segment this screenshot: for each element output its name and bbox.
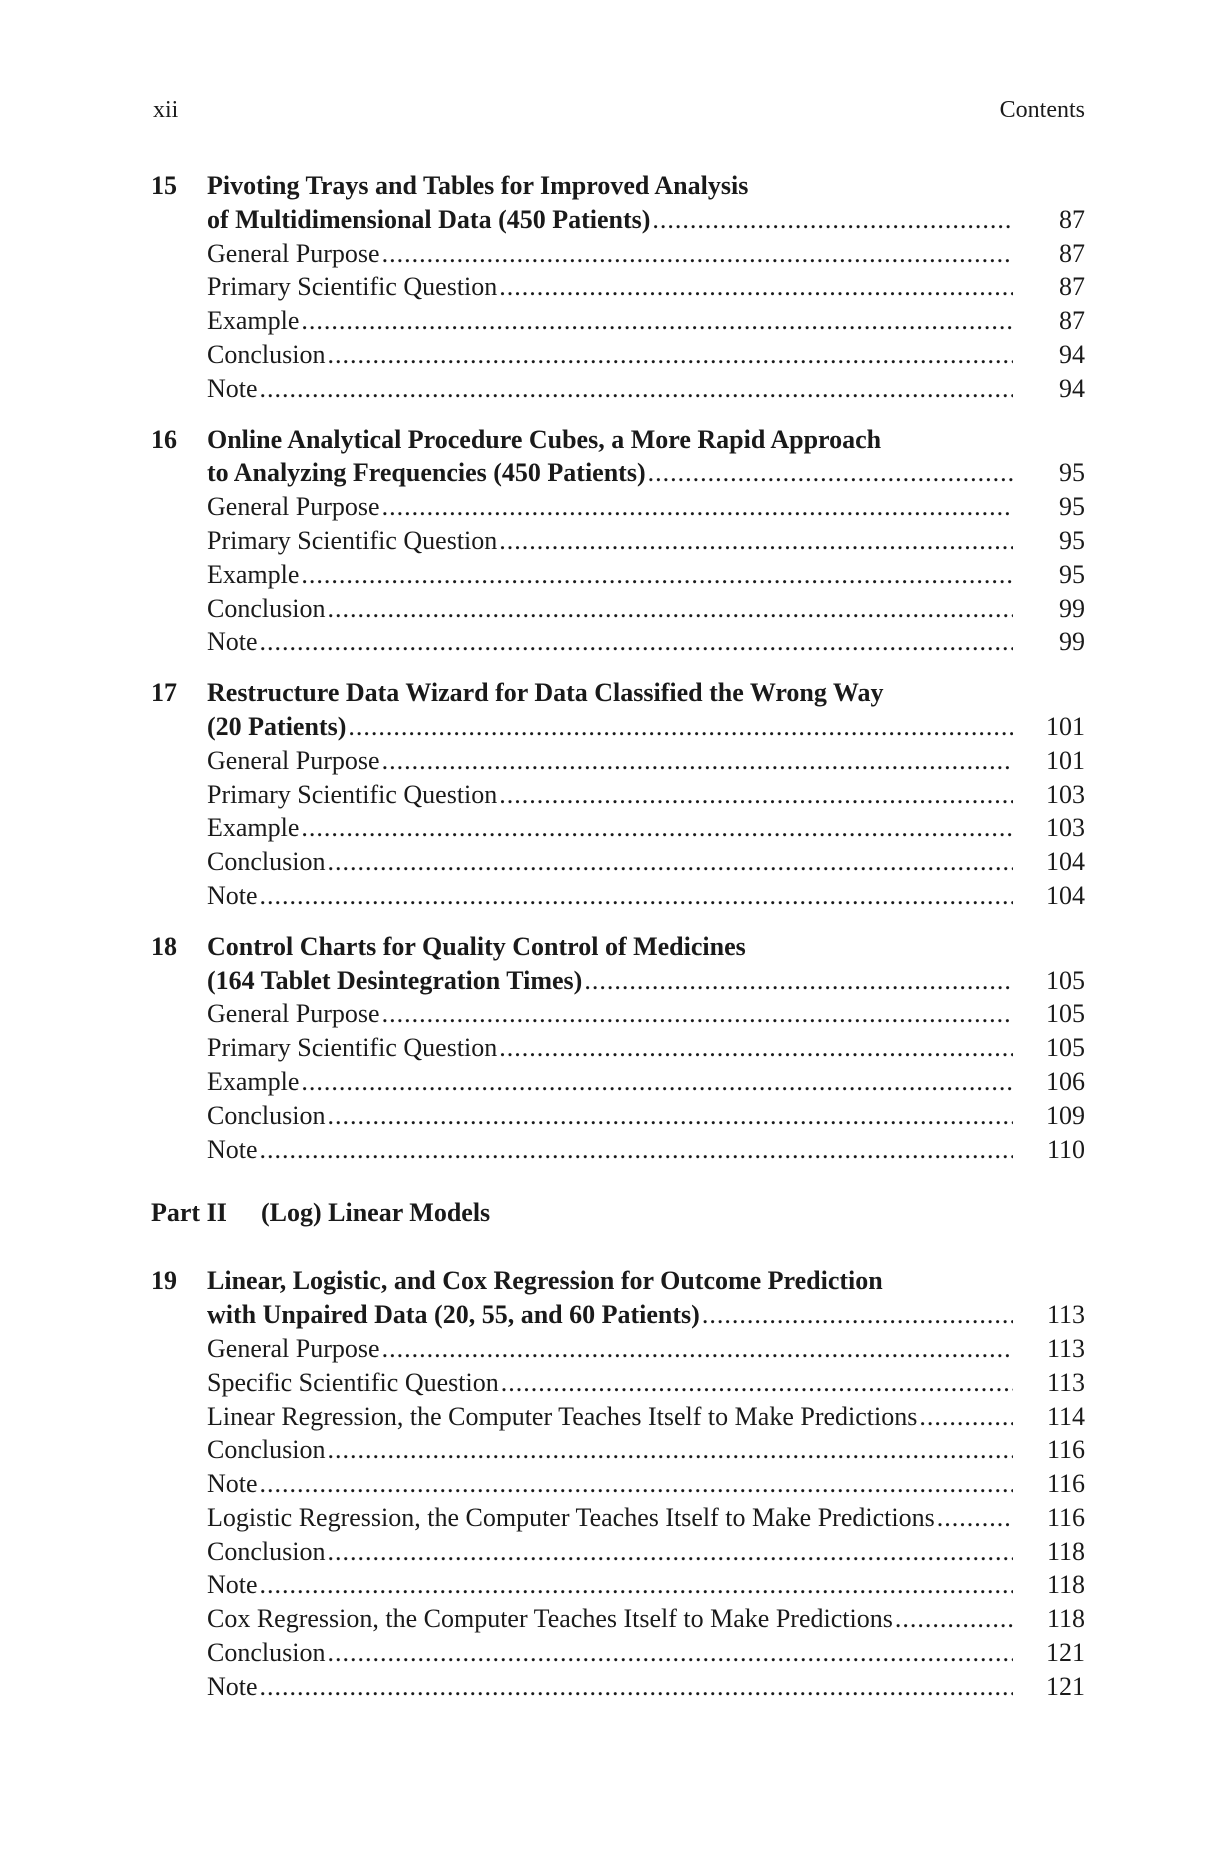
entry-label[interactable]: Specific Scientific Question [207, 1367, 499, 1397]
dot-leader [327, 338, 1013, 372]
page-number: 110 [1046, 1134, 1085, 1164]
page-number: 101 [1046, 745, 1085, 775]
toc-entry[interactable] [151, 1501, 1085, 1535]
page-number: 103 [1046, 779, 1085, 809]
page-number: 116 [1046, 1435, 1085, 1465]
part-title: (Log) Linear Models [261, 1198, 491, 1228]
chapter-title[interactable]: Control Charts for Quality Control of Medicines [207, 931, 746, 961]
page-number: 105 [1046, 1033, 1085, 1063]
dot-leader [260, 879, 1013, 913]
chapter-title-line [151, 456, 1085, 490]
page-number: 118 [1046, 1536, 1085, 1566]
chapter-title-line [151, 169, 1085, 203]
dot-leader [260, 372, 1013, 406]
page-number: 94 [1059, 339, 1085, 369]
page-number: 113 [1046, 1300, 1085, 1330]
entry-label[interactable]: Conclusion [207, 847, 326, 877]
page-number: 113 [1046, 1367, 1085, 1397]
page-number: 87 [1059, 272, 1085, 302]
page-number: 87 [1059, 238, 1085, 268]
toc-entry[interactable] [151, 1031, 1085, 1065]
entry-label[interactable]: General Purpose [207, 492, 380, 522]
entry-label[interactable]: Note [207, 373, 258, 403]
toc-entry[interactable] [151, 1467, 1085, 1501]
entry-label[interactable]: Linear Regression, the Computer Teaches Itself to Make Predictions [207, 1401, 918, 1431]
chapter-title-line [151, 964, 1085, 998]
chapter-title-line [151, 676, 1085, 710]
dot-leader [501, 1366, 1013, 1400]
entry-label[interactable]: Example [207, 813, 300, 843]
dot-leader [382, 997, 1013, 1031]
chapter-title-cont[interactable]: (164 Tablet Desintegration Times) [207, 965, 583, 995]
entry-label[interactable]: Conclusion [207, 1638, 326, 1668]
toc-entry[interactable] [151, 304, 1085, 338]
dot-leader [499, 524, 1013, 558]
entry-label[interactable]: General Purpose [207, 745, 380, 775]
toc-chapter-16 [151, 423, 1085, 660]
page-number: 94 [1059, 373, 1085, 403]
dot-leader [301, 1065, 1013, 1099]
entry-label[interactable]: Example [207, 306, 300, 336]
toc-entry[interactable] [151, 270, 1085, 304]
part-heading[interactable] [151, 1196, 1085, 1230]
page-number: 95 [1059, 559, 1085, 589]
chapter-title-line [151, 930, 1085, 964]
toc-entry[interactable] [151, 778, 1085, 812]
dot-leader [327, 1099, 1013, 1133]
toc-chapter-19 [151, 1264, 1085, 1703]
toc-entry[interactable] [151, 1133, 1085, 1167]
chapter-number: 15 [151, 171, 177, 200]
entry-label[interactable]: Conclusion [207, 339, 326, 369]
dot-leader [260, 1670, 1013, 1704]
dot-leader [499, 778, 1013, 812]
page-number: 95 [1059, 525, 1085, 555]
toc-entry[interactable] [151, 524, 1085, 558]
page-number: 105 [1046, 999, 1085, 1029]
entry-label[interactable]: Note [207, 1671, 258, 1701]
page-number: 104 [1046, 880, 1085, 910]
toc-entry[interactable] [151, 1366, 1085, 1400]
page-number: 109 [1046, 1100, 1085, 1130]
chapter-title-line [151, 203, 1085, 237]
dot-leader [648, 456, 1013, 490]
table-of-contents [151, 169, 1085, 1721]
page-number: 116 [1046, 1502, 1085, 1532]
dot-leader [260, 1133, 1013, 1167]
entry-label[interactable]: Logistic Regression, the Computer Teaches Itself to Make Predictions [207, 1502, 935, 1532]
toc-chapter-18 [151, 930, 1085, 1167]
entry-label[interactable]: Note [207, 880, 258, 910]
running-head: Contents [999, 97, 1085, 123]
toc-entry[interactable] [151, 1433, 1085, 1467]
toc-entry[interactable] [151, 1670, 1085, 1704]
chapter-number: 19 [151, 1266, 177, 1296]
entry-label[interactable]: Note [207, 1134, 258, 1164]
chapter-number: 18 [151, 931, 177, 961]
dot-leader [382, 490, 1013, 524]
chapter-number: 17 [151, 678, 177, 708]
entry-label[interactable]: Conclusion [207, 593, 326, 623]
toc-entry[interactable] [151, 338, 1085, 372]
toc-entry[interactable] [151, 997, 1085, 1031]
dot-leader [301, 304, 1013, 338]
entry-label[interactable]: Conclusion [207, 1435, 326, 1465]
dot-leader [499, 1031, 1013, 1065]
dot-leader [652, 203, 1013, 237]
toc-entry[interactable] [151, 744, 1085, 778]
toc-entry[interactable] [151, 845, 1085, 879]
page-number: 116 [1046, 1469, 1085, 1499]
page-number: 121 [1046, 1671, 1085, 1701]
chapter-title-line [151, 1298, 1085, 1332]
dot-leader [895, 1602, 1013, 1636]
dot-leader [301, 558, 1013, 592]
chapter-title-cont[interactable]: with Unpaired Data (20, 55, and 60 Patients) [207, 1300, 700, 1330]
dot-leader [260, 1568, 1013, 1602]
page-number: 104 [1046, 847, 1085, 877]
chapter-title-line [151, 710, 1085, 744]
page-number: 103 [1046, 813, 1085, 843]
page-number: 118 [1046, 1604, 1085, 1634]
chapter-title[interactable]: Restructure Data Wizard for Data Classified the Wrong Way [207, 678, 884, 708]
toc-entry[interactable] [151, 1400, 1085, 1434]
page-number: 87 [1059, 306, 1085, 336]
toc-entry[interactable] [151, 1602, 1085, 1636]
dot-leader [584, 964, 1013, 998]
chapter-title-cont[interactable]: of Multidimensional Data (450 Patients) [207, 204, 651, 234]
page-number: 99 [1059, 593, 1085, 623]
toc-entry[interactable] [151, 879, 1085, 913]
toc-entry[interactable] [151, 372, 1085, 406]
entry-label[interactable]: Primary Scientific Question [207, 272, 498, 302]
dot-leader [937, 1501, 1013, 1535]
page-number: 118 [1046, 1570, 1085, 1600]
entry-label[interactable]: Primary Scientific Question [207, 779, 498, 809]
entry-label[interactable]: Example [207, 559, 300, 589]
entry-label[interactable]: Note [207, 1469, 258, 1499]
entry-label[interactable]: Example [207, 1066, 300, 1096]
page-number: 121 [1046, 1638, 1085, 1668]
toc-entry[interactable] [151, 490, 1085, 524]
dot-leader [260, 1467, 1013, 1501]
entry-label[interactable]: General Purpose [207, 238, 380, 268]
page-number: 99 [1059, 627, 1085, 657]
entry-label[interactable]: Note [207, 627, 258, 657]
entry-label[interactable]: Conclusion [207, 1536, 326, 1566]
page-number: 95 [1059, 492, 1085, 522]
dot-leader [348, 710, 1013, 744]
chapter-title[interactable]: Linear, Logistic, and Cox Regression for Outcome Prediction [207, 1266, 883, 1296]
toc-entry[interactable] [151, 1099, 1085, 1133]
dot-leader [327, 1636, 1013, 1670]
toc-entry[interactable] [151, 1535, 1085, 1569]
toc-entry[interactable] [151, 1065, 1085, 1099]
page-number-roman: xii [153, 97, 179, 123]
dot-leader [382, 744, 1013, 778]
dot-leader [919, 1400, 1013, 1434]
page-number: 87 [1059, 204, 1085, 234]
toc-entry[interactable] [151, 1332, 1085, 1366]
entry-label[interactable]: Note [207, 1570, 258, 1600]
chapter-title-cont[interactable]: to Analyzing Frequencies (450 Patients) [207, 458, 646, 488]
entry-label[interactable]: Conclusion [207, 1100, 326, 1130]
dot-leader [260, 625, 1013, 659]
entry-label[interactable]: General Purpose [207, 999, 380, 1029]
entry-label[interactable]: Cox Regression, the Computer Teaches Itself to Make Predictions [207, 1604, 893, 1634]
chapter-title[interactable]: Pivoting Trays and Tables for Improved Analysis [207, 171, 749, 200]
toc-entry[interactable] [151, 811, 1085, 845]
dot-leader [382, 237, 1013, 271]
toc-entry[interactable] [151, 1568, 1085, 1602]
chapter-title[interactable]: Online Analytical Procedure Cubes, a More Rapid Approach [207, 424, 882, 454]
part-number: Part II [151, 1198, 227, 1228]
chapter-title-line [151, 423, 1085, 457]
dot-leader [327, 592, 1013, 626]
page-number: 105 [1046, 965, 1085, 995]
chapter-title-cont[interactable]: (20 Patients) [207, 711, 347, 741]
page-number: 106 [1046, 1066, 1085, 1096]
chapter-title-line [151, 1264, 1085, 1298]
page-number: 95 [1059, 458, 1085, 488]
page-number: 113 [1046, 1333, 1085, 1363]
page-number: 114 [1046, 1401, 1085, 1431]
toc-entry[interactable] [151, 592, 1085, 626]
dot-leader [382, 1332, 1013, 1366]
dot-leader [327, 1535, 1013, 1569]
dot-leader [327, 1433, 1013, 1467]
toc-chapter-17 [151, 676, 1085, 913]
page-header [153, 96, 1085, 124]
dot-leader [499, 270, 1013, 304]
toc-entry[interactable] [151, 1636, 1085, 1670]
dot-leader [702, 1298, 1013, 1332]
toc-chapter-15 [151, 169, 1085, 406]
dot-leader [327, 845, 1013, 879]
dot-leader [301, 811, 1013, 845]
page-number: 101 [1046, 711, 1085, 741]
entry-label[interactable]: Primary Scientific Question [207, 1033, 498, 1063]
entry-label[interactable]: General Purpose [207, 1333, 380, 1363]
toc-entry[interactable] [151, 625, 1085, 659]
entry-label[interactable]: Primary Scientific Question [207, 525, 498, 555]
toc-entry[interactable] [151, 558, 1085, 592]
chapter-number: 16 [151, 424, 177, 454]
toc-entry[interactable] [151, 237, 1085, 271]
